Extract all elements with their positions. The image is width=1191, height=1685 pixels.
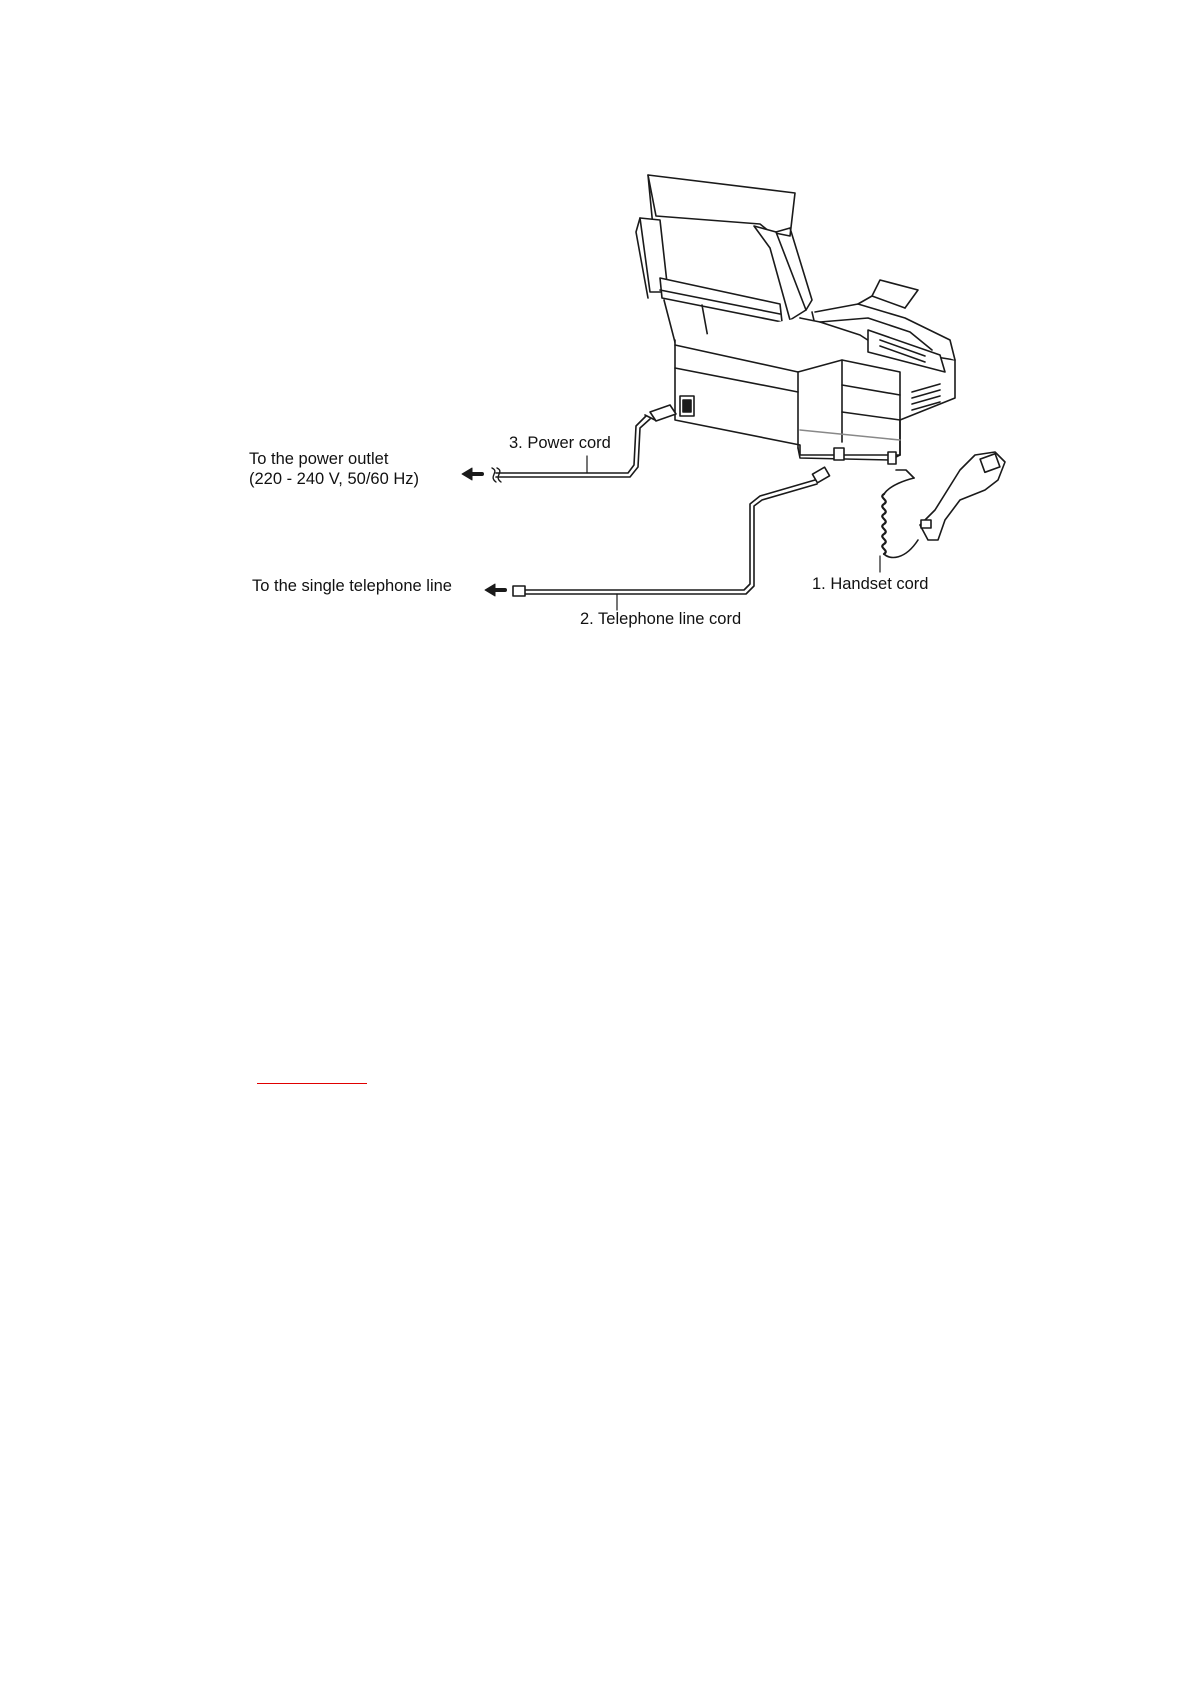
telephone-line-cord	[485, 467, 830, 610]
power-outlet-label: To the power outlet	[249, 450, 389, 468]
power-cord-label: 3. Power cord	[509, 434, 611, 452]
red-divider-rule	[257, 1083, 367, 1084]
telephone-line-label: To the single telephone line	[252, 577, 452, 595]
handset-cord	[880, 470, 918, 572]
power-outlet-voltage-label: (220 - 240 V, 50/60 Hz)	[249, 470, 419, 488]
telephone-line-cord-label: 2. Telephone line cord	[580, 610, 742, 628]
handset-cord-label: 1. Handset cord	[812, 575, 929, 593]
handset	[920, 452, 1005, 540]
